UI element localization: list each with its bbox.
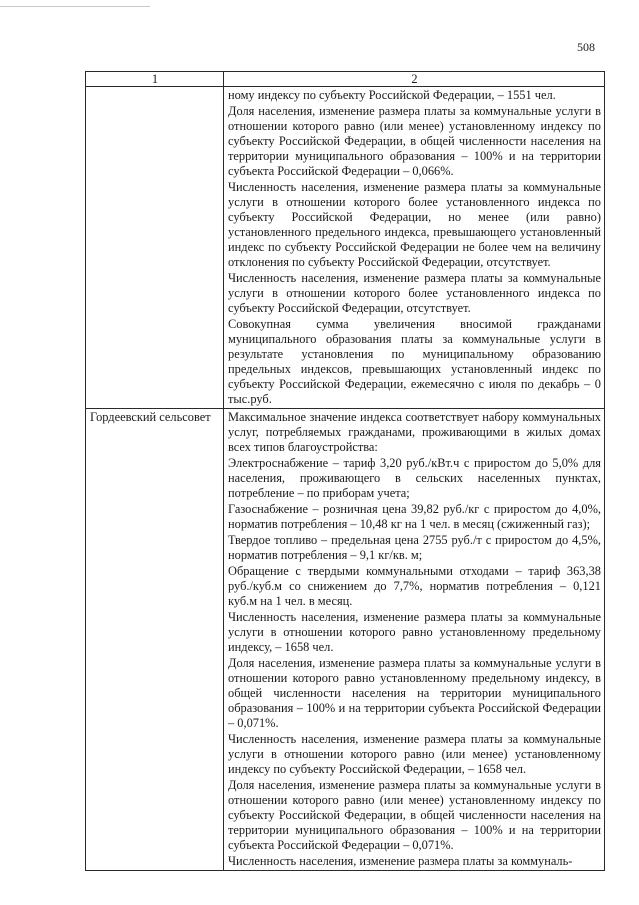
paragraph: Доля населения, изменение размера платы за коммунальные услуги в отношении которого равно установленному предельному индексу, в общей численности населения на территории муниципального образования – 100% и на территории субъекта Российской Федерации – 0,071%. xyxy=(228,656,601,730)
paragraph: Электроснабжение – тариф 3,20 руб./кВт.ч с приростом до 5,0% для населения, проживающего в сельских населенных пунктах, потребление – по приборам учета; xyxy=(228,456,601,500)
paragraph: ному индексу по субъекту Российской Федерации, – 1551 чел. xyxy=(228,88,556,102)
paragraph: Численность населения, изменение размера платы за коммуналь- xyxy=(228,854,573,868)
municipality-name-cell: Гордеевский сельсовет xyxy=(86,409,224,871)
paragraph: Обращение с твердыми коммунальными отходами – тариф 363,38 руб./куб.м со снижением до 7,7%, норматив потребления – 0,121 куб.м на 1 чел. в месяц. xyxy=(228,564,601,608)
municipality-name-cell xyxy=(86,87,224,409)
data-table xyxy=(85,71,605,871)
table-header-row xyxy=(86,72,605,87)
paragraph: Численность населения, изменение размера платы за коммунальные услуги в отношении которого равно установленному предельному индексу, – 1658 чел. xyxy=(228,610,601,654)
paragraph: Твердое топливо – предельная цена 2755 руб./т с приростом до 4,5%, норматив потребления – 9,1 кг/кв. м; xyxy=(228,533,601,562)
column-header-2: 2 xyxy=(224,72,605,87)
paragraph: Доля населения, изменение размера платы за коммунальные услуги в отношении которого равно (или менее) установленному индексу по субъекту Российской Федерации, в общей численности населения на территории муниципального образования – 100% и на территории субъекта Российской Федерации – 0,066%. xyxy=(228,104,601,178)
paragraph: Численность населения, изменение размера платы за коммунальные услуги в отношении которого равно (или менее) установленному индексу по субъекту Российской Федерации, – 1658 чел. xyxy=(228,732,601,776)
paragraph: Численность населения, изменение размера платы за коммунальные услуги в отношении которого более установленного индекса по субъекту Российской Федерации, отсутствует. xyxy=(228,271,601,315)
paragraph: Численность населения, изменение размера платы за коммунальные услуги в отношении которого более установленного индекса по субъекту Российской Федерации, но менее (или равно) установленного предельного индекса, превышающего установленный индекс по субъекту Российской Федерации не более чем на величину отклонения по субъекту Российской Федерации, отсутствует. xyxy=(228,180,601,269)
paragraph: Максимальное значение индекса соответствует набору коммунальных услуг, потребляемых гражданами, проживающими в жилых домах всех типов благоустройства: xyxy=(228,410,601,454)
top-scan-line xyxy=(0,6,150,7)
table-row xyxy=(86,87,605,409)
paragraph: Газоснабжение – розничная цена 39,82 руб./кг с приростом до 4,0%, норматив потребления – 10,48 кг на 1 чел. в месяц (сжиженный газ); xyxy=(228,502,601,531)
column-header-1: 1 xyxy=(86,72,224,87)
page-number: 508 xyxy=(577,40,595,54)
paragraph: Доля населения, изменение размера платы за коммунальные услуги в отношении которого равно (или менее) установленному индексу по субъекту Российской Федерации, в общей численности населения на территории муниципального образования – 100% и на территории субъекта Российской Федерации – 0,071%. xyxy=(228,778,601,852)
table-row xyxy=(86,409,605,871)
description-cell xyxy=(224,87,605,409)
paragraph: Совокупная сумма увеличения вносимой гражданами муниципального образования платы за коммунальные услуги в результате установления по муниципальному образованию предельных индексов, превышающих установленный индекс по субъекту Российской Федерации, ежемесячно с июля по декабрь – 0 тыс.руб. xyxy=(228,317,601,406)
description-cell xyxy=(224,409,605,871)
